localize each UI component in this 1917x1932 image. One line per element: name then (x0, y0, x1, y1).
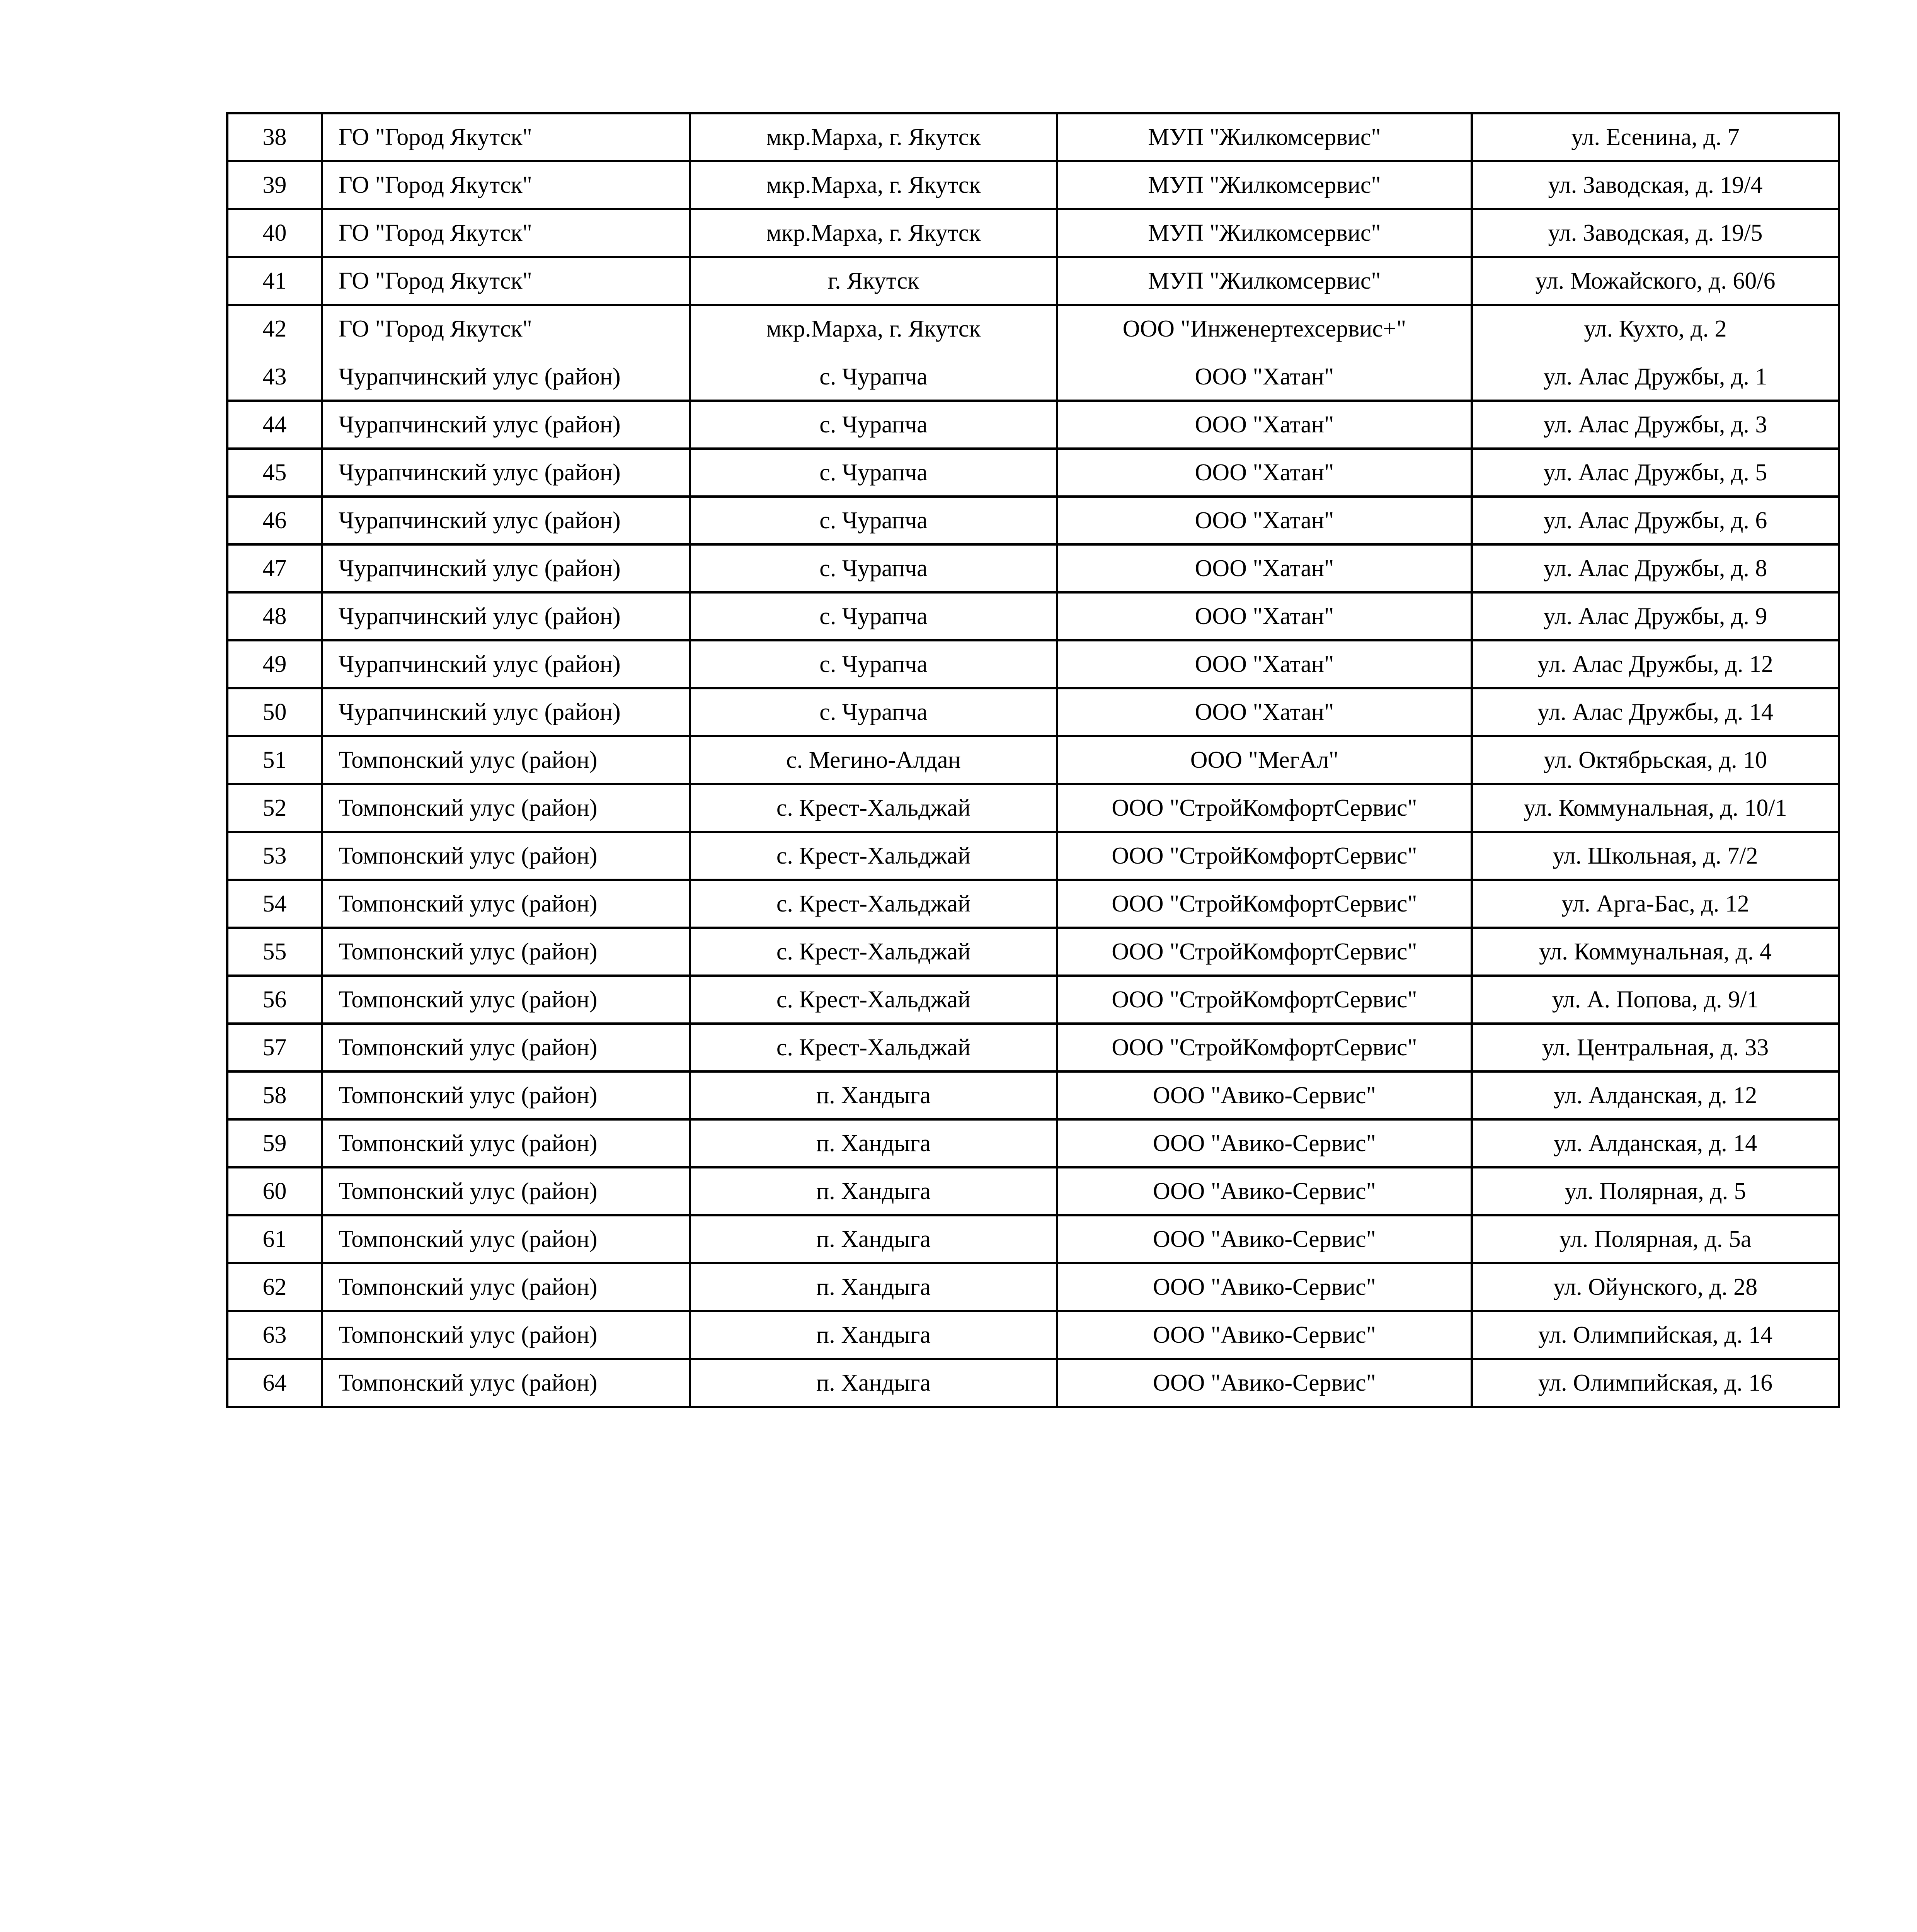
organization-cell: ООО "Хатан" (1057, 688, 1472, 736)
table-row (227, 688, 1839, 736)
locality-cell: с. Чурапча (690, 401, 1057, 449)
row-number-cell: 61 (227, 1215, 322, 1263)
address-cell: ул. Арга-Бас, д. 12 (1472, 880, 1839, 928)
locality-cell: с. Чурапча (690, 592, 1057, 640)
municipality-cell: Томпонский улус (район) (322, 880, 690, 928)
organization-cell: МУП "Жилкомсервис" (1057, 257, 1472, 305)
municipality-cell: Томпонский улус (район) (322, 1024, 690, 1071)
address-cell: ул. Ойунского, д. 28 (1472, 1263, 1839, 1311)
locality-cell: с. Крест-Хальджай (690, 832, 1057, 880)
locality-cell: п. Хандыга (690, 1119, 1057, 1167)
address-cell: ул. Алас Дружбы, д. 9 (1472, 592, 1839, 640)
organization-cell: ООО "СтройКомфортСервис" (1057, 784, 1472, 832)
organization-cell: ООО "Хатан" (1057, 640, 1472, 688)
table-row (227, 113, 1839, 161)
row-number-cell: 50 (227, 688, 322, 736)
row-number-cell: 64 (227, 1359, 322, 1407)
table-row (227, 880, 1839, 928)
organization-cell: ООО "СтройКомфортСервис" (1057, 1024, 1472, 1071)
table-row (227, 449, 1839, 497)
municipality-cell: Чурапчинский улус (район) (322, 544, 690, 592)
locality-cell: с. Чурапча (690, 497, 1057, 544)
locality-cell: с. Чурапча (690, 688, 1057, 736)
locality-cell: п. Хандыга (690, 1359, 1057, 1407)
locality-cell: с. Чурапча (690, 449, 1057, 497)
organization-cell: ООО "СтройКомфортСервис" (1057, 928, 1472, 976)
address-cell: ул. Полярная, д. 5а (1472, 1215, 1839, 1263)
row-number-cell: 58 (227, 1071, 322, 1119)
table-row (227, 832, 1839, 880)
municipality-cell: ГО "Город Якутск" (322, 113, 690, 161)
organization-cell: ООО "Авико-Сервис" (1057, 1167, 1472, 1215)
municipality-cell: Томпонский улус (район) (322, 832, 690, 880)
row-number-cell: 62 (227, 1263, 322, 1311)
municipality-cell: Чурапчинский улус (район) (322, 640, 690, 688)
locality-cell: мкр.Марха, г. Якутск (690, 305, 1057, 353)
address-cell: ул. Есенина, д. 7 (1472, 113, 1839, 161)
address-cell: ул. Коммунальная, д. 4 (1472, 928, 1839, 976)
table-body (227, 113, 1839, 1407)
row-number-cell: 44 (227, 401, 322, 449)
address-cell: ул. Алас Дружбы, д. 5 (1472, 449, 1839, 497)
address-cell: ул. Олимпийская, д. 14 (1472, 1311, 1839, 1359)
table-row (227, 353, 1839, 401)
locality-cell: п. Хандыга (690, 1071, 1057, 1119)
address-cell: ул. Олимпийская, д. 16 (1472, 1359, 1839, 1407)
municipality-cell: Томпонский улус (район) (322, 1119, 690, 1167)
organization-cell: ООО "Хатан" (1057, 401, 1472, 449)
municipality-cell: Томпонский улус (район) (322, 1263, 690, 1311)
table-row (227, 497, 1839, 544)
table-row (227, 1359, 1839, 1407)
address-cell: ул. Алас Дружбы, д. 3 (1472, 401, 1839, 449)
data-table (226, 112, 1840, 1408)
organization-cell: ООО "Хатан" (1057, 449, 1472, 497)
organization-cell: ООО "МегАл" (1057, 736, 1472, 784)
row-number-cell: 60 (227, 1167, 322, 1215)
row-number-cell: 52 (227, 784, 322, 832)
address-cell: ул. Заводская, д. 19/5 (1472, 209, 1839, 257)
address-cell: ул. Алданская, д. 14 (1472, 1119, 1839, 1167)
municipality-cell: ГО "Город Якутск" (322, 209, 690, 257)
table-row (227, 1167, 1839, 1215)
address-cell: ул. Можайского, д. 60/6 (1472, 257, 1839, 305)
municipality-cell: Чурапчинский улус (район) (322, 592, 690, 640)
table-row (227, 784, 1839, 832)
municipality-cell: Чурапчинский улус (район) (322, 497, 690, 544)
row-number-cell: 42 (227, 305, 322, 353)
address-cell: ул. Центральная, д. 33 (1472, 1024, 1839, 1071)
table-row (227, 1071, 1839, 1119)
address-cell: ул. Заводская, д. 19/4 (1472, 161, 1839, 209)
locality-cell: с. Чурапча (690, 544, 1057, 592)
row-number-cell: 45 (227, 449, 322, 497)
row-number-cell: 49 (227, 640, 322, 688)
row-number-cell: 57 (227, 1024, 322, 1071)
row-number-cell: 46 (227, 497, 322, 544)
row-number-cell: 54 (227, 880, 322, 928)
organization-cell: МУП "Жилкомсервис" (1057, 113, 1472, 161)
row-number-cell: 39 (227, 161, 322, 209)
row-number-cell: 47 (227, 544, 322, 592)
municipality-cell: Чурапчинский улус (район) (322, 401, 690, 449)
organization-cell: ООО "Авико-Сервис" (1057, 1263, 1472, 1311)
organization-cell: МУП "Жилкомсервис" (1057, 161, 1472, 209)
table-row (227, 544, 1839, 592)
table-row (227, 257, 1839, 305)
locality-cell: с. Крест-Хальджай (690, 976, 1057, 1024)
table-row (227, 736, 1839, 784)
organization-cell: ООО "СтройКомфортСервис" (1057, 976, 1472, 1024)
table-row (227, 928, 1839, 976)
municipality-cell: Чурапчинский улус (район) (322, 353, 690, 401)
locality-cell: п. Хандыга (690, 1263, 1057, 1311)
organization-cell: ООО "Авико-Сервис" (1057, 1119, 1472, 1167)
municipality-cell: Томпонский улус (район) (322, 976, 690, 1024)
row-number-cell: 41 (227, 257, 322, 305)
table-row (227, 1024, 1839, 1071)
municipality-cell: Томпонский улус (район) (322, 1215, 690, 1263)
row-number-cell: 51 (227, 736, 322, 784)
address-cell: ул. Алас Дружбы, д. 14 (1472, 688, 1839, 736)
locality-cell: с. Крест-Хальджай (690, 784, 1057, 832)
municipality-cell: Томпонский улус (район) (322, 1311, 690, 1359)
organization-cell: ООО "Авико-Сервис" (1057, 1071, 1472, 1119)
locality-cell: с. Крест-Хальджай (690, 928, 1057, 976)
address-cell: ул. Школьная, д. 7/2 (1472, 832, 1839, 880)
municipality-cell: Чурапчинский улус (район) (322, 449, 690, 497)
locality-cell: мкр.Марха, г. Якутск (690, 161, 1057, 209)
address-cell: ул. Коммунальная, д. 10/1 (1472, 784, 1839, 832)
organization-cell: ООО "Авико-Сервис" (1057, 1311, 1472, 1359)
locality-cell: с. Чурапча (690, 640, 1057, 688)
row-number-cell: 55 (227, 928, 322, 976)
table-row (227, 1119, 1839, 1167)
municipality-cell: Томпонский улус (район) (322, 928, 690, 976)
address-cell: ул. Кухто, д. 2 (1472, 305, 1839, 353)
locality-cell: с. Крест-Хальджай (690, 880, 1057, 928)
locality-cell: мкр.Марха, г. Якутск (690, 113, 1057, 161)
organization-cell: ООО "СтройКомфортСервис" (1057, 880, 1472, 928)
organization-cell: ООО "Хатан" (1057, 353, 1472, 401)
organization-cell: ООО "Хатан" (1057, 497, 1472, 544)
organization-cell: ООО "Авико-Сервис" (1057, 1359, 1472, 1407)
table-row (227, 401, 1839, 449)
municipality-cell: Томпонский улус (район) (322, 784, 690, 832)
address-cell: ул. Алданская, д. 12 (1472, 1071, 1839, 1119)
locality-cell: с. Мегино-Алдан (690, 736, 1057, 784)
address-cell: ул. Алас Дружбы, д. 1 (1472, 353, 1839, 401)
organization-cell: ООО "Хатан" (1057, 544, 1472, 592)
row-number-cell: 43 (227, 353, 322, 401)
locality-cell: п. Хандыга (690, 1167, 1057, 1215)
table-row (227, 161, 1839, 209)
locality-cell: с. Крест-Хальджай (690, 1024, 1057, 1071)
address-cell: ул. Алас Дружбы, д. 12 (1472, 640, 1839, 688)
organization-cell: ООО "Инженертехсервис+" (1057, 305, 1472, 353)
table-row (227, 976, 1839, 1024)
table-row (227, 1311, 1839, 1359)
table-row (227, 1215, 1839, 1263)
municipality-cell: ГО "Город Якутск" (322, 305, 690, 353)
locality-cell: п. Хандыга (690, 1311, 1057, 1359)
table-row (227, 640, 1839, 688)
row-number-cell: 63 (227, 1311, 322, 1359)
address-cell: ул. Октябрьская, д. 10 (1472, 736, 1839, 784)
municipality-cell: ГО "Город Якутск" (322, 257, 690, 305)
municipality-cell: Томпонский улус (район) (322, 736, 690, 784)
row-number-cell: 38 (227, 113, 322, 161)
row-number-cell: 56 (227, 976, 322, 1024)
locality-cell: мкр.Марха, г. Якутск (690, 209, 1057, 257)
municipality-cell: Томпонский улус (район) (322, 1071, 690, 1119)
address-cell: ул. А. Попова, д. 9/1 (1472, 976, 1839, 1024)
locality-cell: с. Чурапча (690, 353, 1057, 401)
municipality-cell: Томпонский улус (район) (322, 1167, 690, 1215)
organization-cell: ООО "Хатан" (1057, 592, 1472, 640)
municipality-cell: Чурапчинский улус (район) (322, 688, 690, 736)
organization-cell: МУП "Жилкомсервис" (1057, 209, 1472, 257)
row-number-cell: 59 (227, 1119, 322, 1167)
row-number-cell: 53 (227, 832, 322, 880)
table-row (227, 305, 1839, 353)
locality-cell: г. Якутск (690, 257, 1057, 305)
address-cell: ул. Алас Дружбы, д. 6 (1472, 497, 1839, 544)
row-number-cell: 40 (227, 209, 322, 257)
municipality-cell: ГО "Город Якутск" (322, 161, 690, 209)
row-number-cell: 48 (227, 592, 322, 640)
table-row (227, 1263, 1839, 1311)
table-row (227, 209, 1839, 257)
organization-cell: ООО "Авико-Сервис" (1057, 1215, 1472, 1263)
table-row (227, 592, 1839, 640)
municipality-cell: Томпонский улус (район) (322, 1359, 690, 1407)
address-cell: ул. Полярная, д. 5 (1472, 1167, 1839, 1215)
organization-cell: ООО "СтройКомфортСервис" (1057, 832, 1472, 880)
address-cell: ул. Алас Дружбы, д. 8 (1472, 544, 1839, 592)
locality-cell: п. Хандыга (690, 1215, 1057, 1263)
